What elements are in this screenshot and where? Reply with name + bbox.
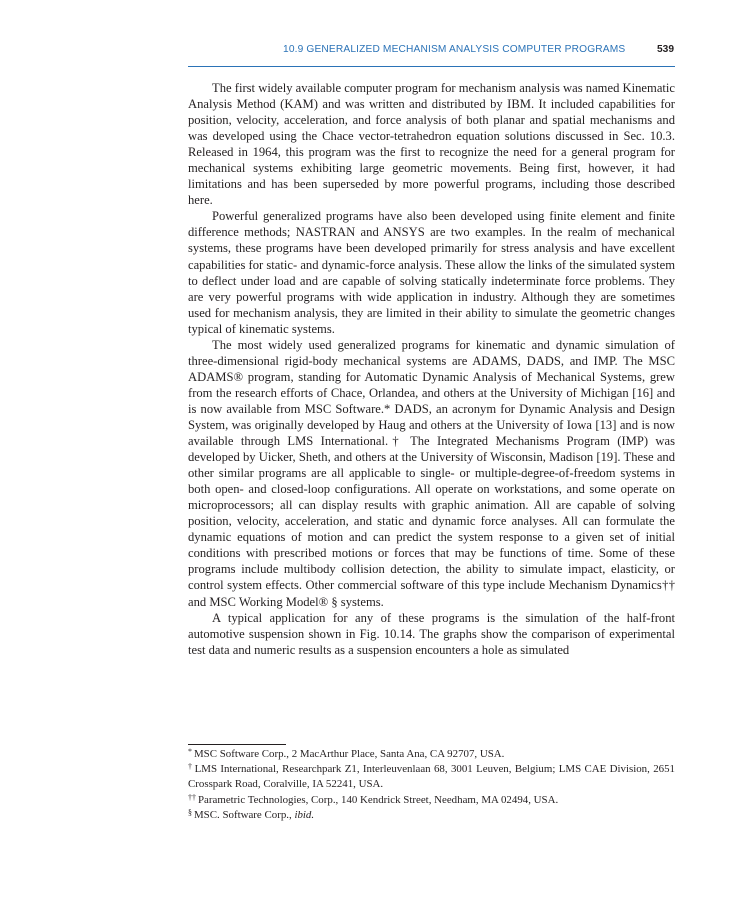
running-header — [188, 44, 675, 67]
footnote-parametric — [188, 793, 675, 808]
body-text — [188, 80, 675, 658]
running-head-title: 10.9 GENERALIZED MECHANISM ANALYSIS COMPUTER PROGRAMS — [283, 44, 626, 55]
footnote-mark: § — [188, 807, 192, 817]
footnote-text: MSC Software Corp., 2 MacArthur Place, Santa Ana, CA 92707, USA. — [194, 748, 505, 760]
footnote-text: Parametric Technologies, Corp., 140 Kendrick Street, Needham, MA 02494, USA. — [198, 793, 559, 806]
footnote-msc-ibid — [188, 808, 675, 823]
footnote-mark: * — [188, 747, 192, 756]
footnote-mark: † — [188, 762, 193, 772]
footnote-rule — [188, 744, 286, 745]
paragraph-finite-element: Powerful generalized programs have also been developed using finite element and finite difference methods; NASTRAN and ANSYS are two examples. In the realm of mechanical systems, these programs have been developed primarily for stress analysis and have excellent capabilities for static- and dynamic-force analysis. These allow the links of the simulated system to deflect under load and are capable of solving statically indeterminate force problems. They are very powerful programs with wide application in industry. Although they are sometimes used for mechanism analysis, they are limited in their ability to simulate the geometric changes typical of kinematic systems. — [188, 209, 675, 336]
footnote-lms — [188, 762, 675, 792]
footnote-italic-text: ibid. — [294, 808, 315, 821]
footnote-mark: †† — [188, 792, 196, 802]
paragraph-adams-dads-imp: The most widely used generalized programs for kinematic and dynamic simulation of three-dimensional rigid-body mechanical systems are ADAMS, DADS, and IMP. The MSC ADAMS® program, standing for Automatic Dynamic Analysis of Mechanical Systems, grew from the research efforts of Chace, Orlandea, and others at the University of Michigan [16] and is now available from MSC Software.* DADS, an acronym for Dynamic Analysis and Design System, was originally developed by Haug and others at the University of Iowa [13] and is now available through LMS International.† The Integrated Mechanisms Program (IMP) was developed by Uicker, Sheth, and others at the University of Wisconsin, Madison [19]. These and other similar programs are all applicable to single- or multiple-degree-of-freedom systems in both open- and closed-loop configurations. All operate on workstations, and some operate on microprocessors; all can display results with graphic animation. All are capable of solving position, velocity, acceleration, and static and dynamic force analyses. All can formulate the dynamic equations of motion and can predict the system response to a given set of initial conditions with prescribed motions or forces that may be functions of time. Some of these programs include multibody collision detection, the ability to simulate impact, elasticity, or control system effects. Other commercial software of this type include Mechanism Dynamics†† and MSC Working Model® § systems. — [188, 337, 675, 609]
paragraph-suspension-application: A typical application for any of these programs is the simulation of the half-front automotive suspension shown in Fig. 10.14. The graphs show the comparison of experimental test data and numeric results as a suspension encounters a hole as simulated — [188, 610, 675, 657]
footnotes — [188, 744, 675, 823]
page-number: 539 — [657, 44, 674, 55]
footnote-text: LMS International, Researchpark Z1, Interleuvenlaan 68, 3001 Leuven, Belgium; LMS CAE Division, 2651 Crosspark Road, Coralville, IA 52241, USA. — [188, 763, 675, 791]
footnote-text: MSC. Software Corp., — [194, 808, 295, 821]
paragraph-kam: The first widely available computer program for mechanism analysis was named Kinematic Analysis Method (KAM) and was written and distributed by IBM. It included capabilities for position, velocity, acceleration, and force analysis of both planar and spatial mechanisms and was developed using the Chace vector-tetrahedron equation solutions discussed in Sec. 10.3. Released in 1964, this program was the first to recognize the need for a general program for mechanical systems exhibiting large geometric movements. Being first, however, it had limitations and has been superseded by more powerful programs, including those described here. — [188, 81, 675, 208]
footnote-msc — [188, 747, 675, 762]
